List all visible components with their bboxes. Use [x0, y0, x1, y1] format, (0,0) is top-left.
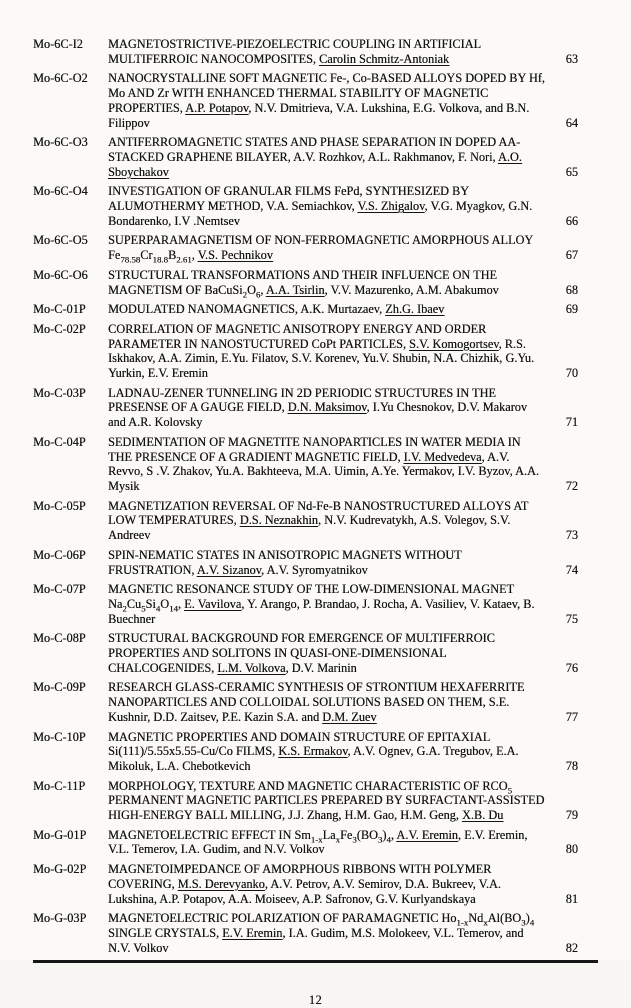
entry-page-number: 72	[565, 478, 578, 493]
entry-title-authors: NANOCRYSTALLINE SOFT MAGNETIC Fe-, Co-BASED ALLOYS DOPED BY Hf, Mo AND Zr WITH ENHANCED THERMAL STABILITY OF MAGNETIC PROPERTIES, A.P. Potapov, N.V. Dmitrieva, V.A. Lukshina, E.G. Volkova, and B.N. Filippov	[108, 71, 545, 130]
presenting-author: S.V. Komogortsev	[409, 336, 499, 351]
entry-title-authors: MAGNETOELECTRIC EFFECT IN $Sm_{1-x}La_xFe_3(BO_3)_4$, A.V. Eremin, E.V. Eremin, V.L. Temerov, I.A. Gudim, and N.V. Volkov	[108, 827, 528, 857]
toc-entry	[33, 71, 578, 130]
entry-title-authors: LADNAU-ZENER TUNNELING IN 2D PERIODIC STRUCTURES IN THE PRESENSE OF A GAUGE FIELD, D.N. Maksimov, I.Yu Chesnokov, D.V. Makarov and A.R. Kolovsky	[108, 385, 528, 430]
presenting-author: L.M. Volkova	[217, 660, 286, 675]
presenting-author: A.V. Eremin	[396, 827, 458, 842]
session-code: Mo-6C-I2	[33, 37, 83, 51]
entry-page-number: 65	[565, 164, 578, 179]
session-code: Mo-C-01P	[33, 302, 86, 317]
presenting-author: V.S. Pechnikov	[197, 248, 273, 263]
session-code: Mo-C-05P	[33, 498, 86, 513]
session-code: Mo-C-08P	[33, 631, 86, 646]
session-code: Mo-G-02P	[33, 862, 87, 877]
toc-entry	[33, 302, 578, 317]
entry-title-authors: INVESTIGATION OF GRANULAR FILMS FePd, SYNTHESIZED BY ALUMOTHERMY METHOD, V.A. Semiachkov, V.S. Zhigalov, V.G. Myagkov, G.N. Bondarenko, I.V .Nemtsev	[108, 184, 533, 228]
entry-page-number: 64	[565, 115, 578, 130]
presenting-author: V.S. Zhigalov	[357, 199, 425, 214]
presenting-author: A.P. Potapov	[185, 100, 249, 115]
entry-title-authors: MAGNETOIMPEDANCE OF AMORPHOUS RIBBONS WITH POLYMER COVERING, M.S. Derevyanko, A.V. Petrov, A.V. Semirov, D.A. Bukreev, V.A. Lukshina, A.P. Potapov, A.A. Moiseev, A.P. Safronov, G.V. Kurlyandskaya	[108, 862, 501, 906]
session-code: Mo-C-02P	[33, 321, 86, 336]
entry-page-number: 82	[565, 940, 578, 955]
toc-entry	[33, 779, 578, 823]
toc-entry	[33, 233, 578, 265]
session-code: Mo-C-11P	[33, 778, 86, 793]
entry-page-number: 63	[565, 51, 578, 66]
entry-page-number: 67	[565, 248, 578, 263]
entry-page-number: 78	[565, 758, 578, 773]
entry-page-number: 73	[565, 528, 578, 543]
toc-entry	[33, 135, 578, 179]
entry-title-authors: STRUCTURAL BACKGROUND FOR EMERGENCE OF MULTIFERROIC PROPERTIES AND SOLITONS IN QUASI-ONE-DIMENSIONAL CHALCOGENIDES, L.M. Volkova, D.V. Marinin	[108, 631, 495, 675]
presenting-author: E. Vavilova	[184, 596, 242, 611]
session-code: Mo-6C-O3	[33, 135, 88, 150]
entry-page-number: 70	[565, 366, 578, 381]
toc-entry	[33, 322, 578, 381]
session-code: Mo-C-07P	[33, 582, 86, 597]
presenting-author: Carolin Schmitz-Antoniak	[319, 51, 450, 66]
presenting-author: D.N. Maksimov	[287, 400, 367, 415]
entry-title-authors: CORRELATION OF MAGNETIC ANISOTROPY ENERGY AND ORDER PARAMETER IN NANOSTUCTURED CoPt PARTICLES, S.V. Komogortsev, R.S. Iskhakov, A.A. Zimin, E.Yu. Filatov, S.V. Korenev, Yu.V. Shubin, N.A. Chizhik, G.Yu. Yurkin, E.V. Eremin	[108, 321, 535, 381]
entry-page-number: 81	[565, 891, 578, 906]
entry-title-authors: MORPHOLOGY, TEXTURE AND MAGNETIC CHARACTERISTIC OF $RCO_5$ PERMANENT MAGNETIC PARTICLES PREPARED BY SURFACTANT-ASSISTED HIGH-ENERGY BALL MILLING, J.J. Zhang, H.M. Gao, H.M. Geng, X.B. Du	[108, 778, 545, 823]
entry-page-number: 79	[565, 808, 578, 823]
presenting-author: E.V. Eremin	[222, 925, 283, 940]
entry-title-authors: STRUCTURAL TRANSFORMATIONS AND THEIR INFLUENCE ON THE MAGNETISM OF $BaCuSi_2O_6$, A.A. Tsirlin, V.V. Mazurenko, A.M. Abakumov	[108, 267, 499, 299]
session-code: Mo-G-01P	[33, 827, 87, 842]
toc-entry	[33, 184, 578, 228]
presenting-author: X.B. Du	[461, 808, 504, 823]
presenting-author: A.V. Sizanov	[196, 562, 262, 577]
presenting-author: A.O. Sboychakov	[108, 149, 522, 179]
entry-title-authors: MODULATED NANOMAGNETICS, A.K. Murtazaev, Zh.G. Ibaev	[108, 302, 445, 317]
session-code: Mo-6C-O5	[33, 233, 88, 248]
entry-title-authors: MAGNETIZATION REVERSAL OF Nd-Fe-B NANOSTRUCTURED ALLOYS AT LOW TEMPERATURES, D.S. Neznakhin, N.V. Kudrevatykh, A.S. Volegov, S.V. Andreev	[108, 498, 529, 543]
session-code: Mo-C-09P	[33, 680, 86, 695]
toc-entry	[33, 911, 578, 955]
toc-entry	[33, 631, 578, 675]
entry-page-number: 80	[565, 842, 578, 857]
presenting-author: Zh.G. Ibaev	[385, 302, 445, 317]
toc-entry	[33, 862, 578, 906]
toc-entry	[33, 680, 578, 724]
presenting-author: D.M. Zuev	[322, 709, 377, 724]
toc-entry	[33, 582, 578, 626]
session-code: Mo-6C-O6	[33, 267, 88, 282]
toc-entry	[33, 386, 578, 430]
entry-page-number: 76	[565, 660, 578, 675]
entry-title-authors: MAGNETIC RESONANCE STUDY OF THE LOW-DIMENSIONAL MAGNET $Na_2Cu_5Si_4O_{14}$, E. Vavilova, Y. Arango, P. Brandao, J. Rocha, A. Vasiliev, V. Kataev, B. Buechner	[108, 582, 535, 626]
entry-title-authors: RESEARCH GLASS-CERAMIC SYNTHESIS OF STRONTIUM HEXAFERRITE NANOPARTICLES AND COLLOIDAL SOLUTIONS BASED ON THEM, S.E. Kushnir, D.D. Zaitsev, P.E. Kazin S.A. and D.M. Zuev	[108, 680, 525, 724]
toc-entry	[33, 435, 578, 494]
footer-rule	[33, 960, 598, 963]
entry-page-number: 77	[565, 709, 578, 724]
session-code: Mo-C-06P	[33, 547, 86, 562]
presenting-author: M.S. Derevyanko	[177, 876, 265, 891]
entry-page-number: 74	[565, 562, 578, 577]
session-code: Mo-G-03P	[33, 911, 87, 926]
page-footer-number: 12	[308, 992, 323, 1007]
toc-entry	[33, 548, 578, 577]
entry-page-number: 71	[565, 415, 578, 430]
entry-page-number: 68	[565, 282, 578, 297]
session-code: Mo-C-10P	[33, 729, 86, 744]
entry-title-authors: SEDIMENTATION OF MAGNETITE NANOPARTICLES IN WATER MEDIA IN THE PRESENCE OF A GRADIENT MAGNETIC FIELD, I.V. Medvedeva, A.V. Revvo, S .V. Zhakov, Yu.A. Bakhteeva, M.A. Uimin, A.Ye. Yermakov, I.V. Byzov, A.A. Mysik	[108, 434, 539, 493]
presenting-author: I.V. Medvedeva	[403, 449, 482, 464]
entry-title-authors: MAGNETOELECTRIC POLARIZATION OF PARAMAGNETIC $Ho_{1-x}Nd_xAl(BO_3)_4$ SINGLE CRYSTALS, E.V. Eremin, I.A. Gudim, M.S. Molokeev, V.L. Temerov, and N.V. Volkov	[108, 911, 535, 955]
toc-entry	[33, 37, 578, 66]
session-code: Mo-6C-O2	[33, 71, 88, 86]
toc-entry	[33, 499, 578, 543]
entry-title-authors: ANTIFERROMAGNETIC STATES AND PHASE SEPARATION IN DOPED AA-STACKED GRAPHENE BILAYER, A.V. Rozhkov, A.L. Rakhmanov, F. Nori, A.O. Sboychakov	[108, 135, 522, 179]
entry-page-number: 75	[565, 611, 578, 626]
presenting-author: K.S. Ermakov	[278, 744, 348, 759]
presenting-author: D.S. Neznakhin	[239, 513, 318, 528]
session-code: Mo-C-04P	[33, 434, 86, 449]
entry-page-number: 66	[565, 213, 578, 228]
entry-title-authors: MAGNETOSTRICTIVE-PIEZOELECTRIC COUPLING IN ARTIFICIAL MULTIFERROIC NANOCOMPOSITES, Carolin Schmitz-Antoniak	[108, 37, 481, 66]
entry-title-authors: SUPERPARAMAGNETISM OF NON-FERROMAGNETIC AMORPHOUS ALLOY $Fe_{78.58}Cr_{18.8}B_{2.61}$, V.S. Pechnikov	[108, 233, 533, 265]
entry-title-authors: SPIN-NEMATIC STATES IN ANISOTROPIC MAGNETS WITHOUT FRUSTRATION, A.V. Sizanov, A.V. Syromyatnikov	[108, 547, 462, 577]
toc-entry	[33, 828, 578, 857]
toc-entry	[33, 730, 578, 774]
entry-page-number: 69	[565, 302, 578, 317]
session-code: Mo-6C-O4	[33, 184, 88, 199]
session-code: Mo-C-03P	[33, 385, 86, 400]
toc-entry	[33, 268, 578, 297]
presenting-author: A.A. Tsirlin	[265, 282, 325, 297]
entry-title-authors: MAGNETIC PROPERTIES AND DOMAIN STRUCTURE OF EPITAXIAL Si(111)/5.55x5.55-Cu/Co FILMS, K.S. Ermakov, A.V. Ognev, G.A. Tregubov, E.A. Mikoluk, L.A. Chebotkevich	[108, 729, 519, 773]
